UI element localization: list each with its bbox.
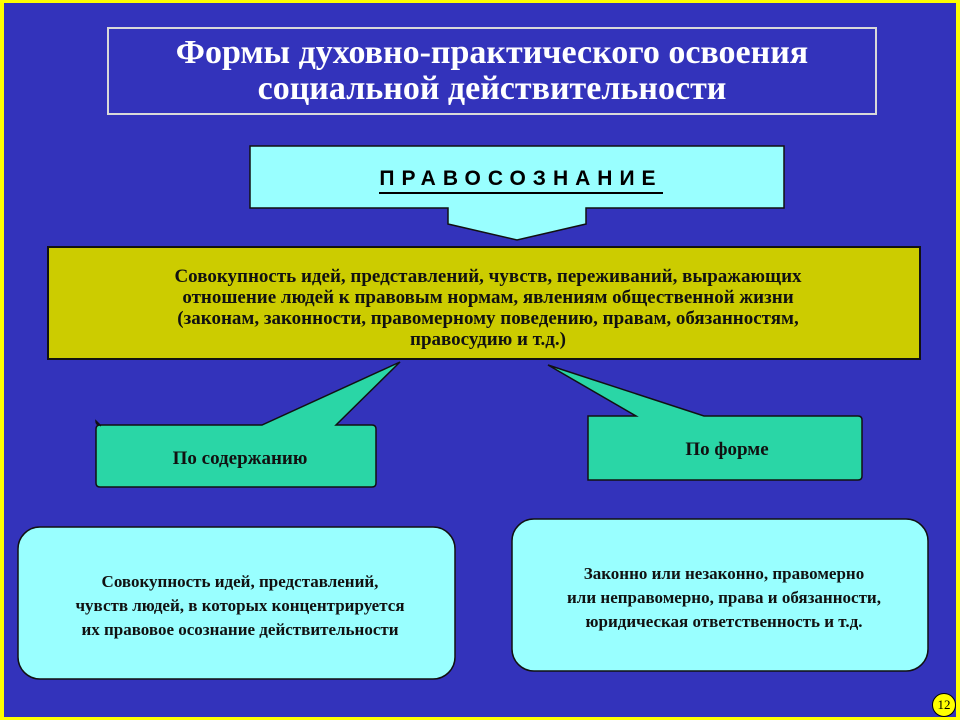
concept-label-box (254, 149, 788, 211)
form-category-label: По форме (685, 439, 769, 460)
slide-background (4, 3, 956, 717)
form-description: Законно или незаконно, правомерно или неправомерно, права и обязанности, юридическая ответственность и т.д. (567, 564, 881, 631)
content-category-label: По содержанию (172, 448, 308, 469)
content-description: Совокупность идей, представлений, чувств людей, в которых концентрируется их правовое осознание действительности (75, 572, 405, 639)
title-box (107, 27, 877, 115)
page-number-badge: 12 (932, 693, 956, 717)
slide-title: Формы духовно-практического освоения социальной действительности (175, 34, 809, 107)
concept-label: ПРАВОСОЗНАНИЕ (379, 167, 662, 194)
definition-text: Совокупность идей, представлений, чувств, переживаний, выражающих отношение людей к правовым нормам, явлениям общественной жизни (законам, законности, правомерному поведению, правам, обязанностям, правосудию и т.д.) (174, 266, 802, 350)
